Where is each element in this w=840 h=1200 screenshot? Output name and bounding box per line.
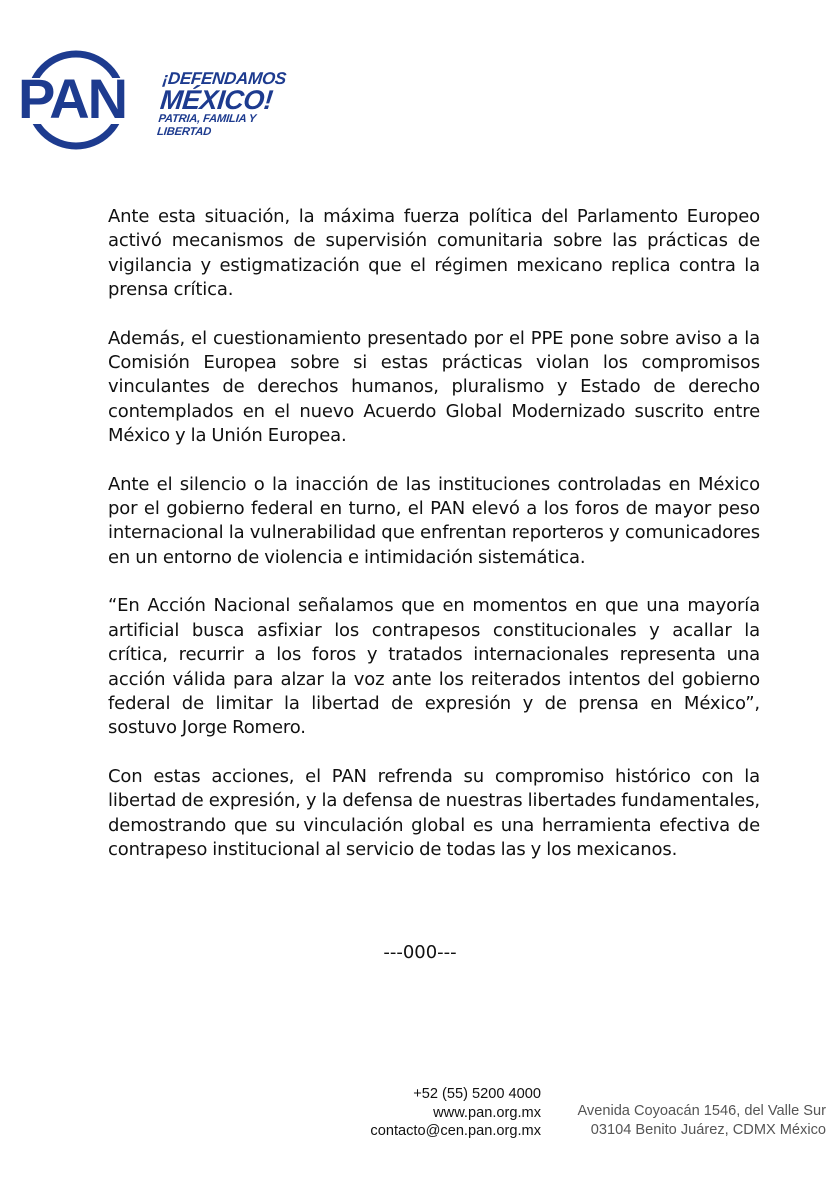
slogan-line-1: ¡DEFENDAMOS: [161, 69, 287, 88]
footer-address-line-2: 03104 Benito Juárez, CDMX México: [590, 1122, 826, 1138]
footer-address: [550, 1102, 826, 1140]
pan-logo: [14, 48, 144, 152]
document-body: [108, 205, 760, 862]
slogan-line-3: PATRIA, FAMILIA Y LIBERTAD: [156, 113, 257, 138]
footer-website: www.pan.org.mx: [433, 1104, 541, 1121]
footer-phone: +52 (55) 5200 4000: [413, 1086, 541, 1102]
footer-contact: [300, 1085, 541, 1141]
paragraph: Con estas acciones, el PAN refrenda su compromiso histórico con la libertad de expresión, y la defensa de nuestras libertades fundamentales, demostrando que su vinculación global es una herramienta efectiva de contrapeso institucional al servicio de todas las y los mexicanos.: [108, 765, 760, 860]
slogan-logo: [156, 70, 313, 139]
end-separator: ---000---: [383, 942, 457, 963]
quote-paragraph: “En Acción Nacional señalamos que en momentos en que una mayoría artificial busca asfixiar los contrapesos constitucionales y acallar la crítica, recurrir a los foros y tratados internacionales representa una acción válida para alzar la voz ante los reiterados intentos del gobierno federal de limitar la libertad de expresión y de prensa en México”, sostuvo Jorge Romero.: [108, 595, 760, 739]
footer-address-line-1: Avenida Coyoacán 1546, del Valle Sur: [577, 1103, 826, 1119]
document-header: [14, 48, 314, 158]
paragraph: Ante esta situación, la máxima fuerza política del Parlamento Europeo activó mecanismos de supervisión comunitaria sobre las prácticas de vigilancia y estigmatización que el régimen mexicano replica contra la prensa crítica.: [108, 206, 760, 301]
pan-logo-graphic: [14, 48, 144, 152]
slogan-line-2: MÉXICO!: [158, 85, 275, 115]
paragraph: Ante el silencio o la inacción de las instituciones controladas en México por el gobierno federal en turno, el PAN elevó a los foros de mayor peso internacional la vulnerabilidad que enfrentan reporteros y comunicadores en un entorno de violencia e intimidación sistemática.: [108, 473, 760, 568]
pan-logo-text: PAN: [18, 67, 127, 130]
footer-email: contacto@cen.pan.org.mx: [370, 1123, 541, 1140]
paragraph: Además, el cuestionamiento presentado por el PPE pone sobre aviso a la Comisión Europea sobre si estas prácticas violan los compromisos vinculantes de derechos humanos, pluralismo y Estado de derecho contemplados en el nuevo Acuerdo Global Modernizado suscrito entre México y la Unión Europea.: [108, 327, 760, 447]
